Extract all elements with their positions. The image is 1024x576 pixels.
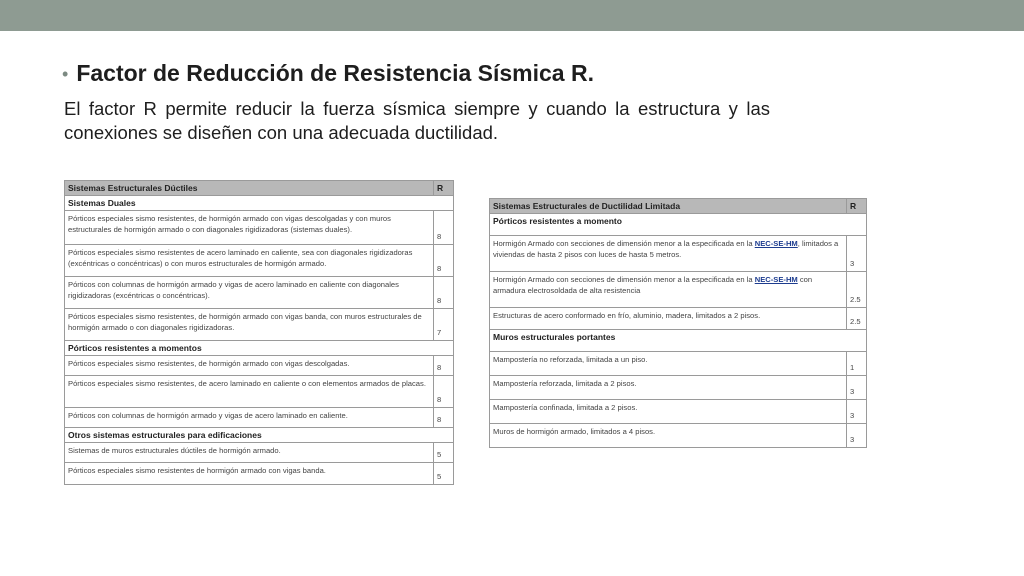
row-description: Pórticos con columnas de hormigón armado y vigas de acero laminado en caliente con diagonales rigidizadoras (excéntricas o concéntricas). [65, 277, 434, 309]
row-r-value: 2.5 [847, 272, 867, 308]
slide-paragraph: El factor R permite reducir la fuerza sísmica siempre y cuando la estructura y las conexiones se diseñen con una adecuada ductilidad. [64, 98, 770, 143]
row-description: Pórticos con columnas de hormigón armado y vigas de acero laminado en caliente. [65, 408, 434, 428]
row-description: Pórticos especiales sismo resistentes, de hormigón armado con vigas descolgadas y con muros estructurales de hormigón armado o con diagonales rigidizadoras (sistemas duales). [65, 211, 434, 245]
row-r-value: 5 [434, 443, 454, 463]
table-header [65, 181, 454, 196]
row-description: Mampostería no reforzada, limitada a un piso. [490, 352, 847, 376]
row-description: Pórticos especiales sismo resistentes de acero laminado en caliente, sea con diagonales rigidizadoras (excéntricas o concéntricas) o con muros estructurales de hormigón armado. [65, 245, 434, 277]
row-r-value: 3 [847, 376, 867, 400]
section-title-row [65, 428, 454, 443]
table-row [490, 400, 867, 424]
nec-se-hm-link[interactable]: NEC-SE-HM [754, 275, 798, 284]
section-title: Pórticos resistentes a momentos [65, 341, 454, 356]
table-row [490, 272, 867, 308]
table-row [65, 376, 454, 408]
row-r-value: 8 [434, 356, 454, 376]
bullet-icon: • [62, 63, 69, 84]
row-r-value: 8 [434, 408, 454, 428]
section-title: Pórticos resistentes a momento [490, 214, 867, 236]
row-r-value: 8 [434, 376, 454, 408]
row-description: Mampostería confinada, limitada a 2 pisos. [490, 400, 847, 424]
table-row [65, 277, 454, 309]
table-row [65, 443, 454, 463]
top-banner [0, 0, 1024, 31]
row-r-value: 8 [434, 245, 454, 277]
row-description: Hormigón Armado con secciones de dimensión menor a la especificada en la NEC-SE-HM con armadura electrosoldada de alta resistencia [490, 272, 847, 308]
table-header [490, 199, 867, 214]
header-r: R [847, 199, 867, 214]
table-row [65, 211, 454, 245]
table-row [490, 308, 867, 330]
table-row [65, 463, 454, 485]
section-title-row [65, 341, 454, 356]
table-row [490, 424, 867, 448]
row-r-value: 8 [434, 277, 454, 309]
limited-ductility-table [489, 198, 867, 448]
table-row [65, 245, 454, 277]
row-r-value: 3 [847, 400, 867, 424]
row-description: Sistemas de muros estructurales dúctiles de hormigón armado. [65, 443, 434, 463]
row-description: Estructuras de acero conformado en frío, aluminio, madera, limitados a 2 pisos. [490, 308, 847, 330]
header-label: Sistemas Estructurales de Ductilidad Limitada [490, 199, 847, 214]
row-description: Pórticos especiales sismo resistentes, de acero laminado en caliente o con elementos armados de placas. [65, 376, 434, 408]
ductile-systems-table [64, 180, 454, 485]
section-title-row [490, 214, 867, 236]
section-title: Sistemas Duales [65, 196, 454, 211]
row-r-value: 7 [434, 309, 454, 341]
section-title: Otros sistemas estructurales para edificaciones [65, 428, 454, 443]
heading-line [62, 60, 594, 87]
table-row [490, 376, 867, 400]
row-description: Hormigón Armado con secciones de dimensión menor a la especificada en la NEC-SE-HM, limitados a viviendas de hasta 2 pisos con luces de hasta 5 metros. [490, 236, 847, 272]
table-row [490, 352, 867, 376]
nec-se-hm-link[interactable]: NEC-SE-HM [754, 239, 798, 248]
table-row [65, 356, 454, 376]
row-r-value: 1 [847, 352, 867, 376]
row-r-value: 8 [434, 211, 454, 245]
header-r: R [434, 181, 454, 196]
row-description: Muros de hormigón armado, limitados a 4 pisos. [490, 424, 847, 448]
table-row [490, 236, 867, 272]
row-r-value: 3 [847, 236, 867, 272]
table-row [65, 309, 454, 341]
row-description: Mampostería reforzada, limitada a 2 pisos. [490, 376, 847, 400]
section-title: Muros estructurales portantes [490, 330, 867, 352]
row-description: Pórticos especiales sismo resistentes de hormigón armado con vigas banda. [65, 463, 434, 485]
row-r-value: 5 [434, 463, 454, 485]
section-title-row [65, 196, 454, 211]
row-r-value: 2.5 [847, 308, 867, 330]
row-description: Pórticos especiales sismo resistentes, de hormigón armado con vigas descolgadas. [65, 356, 434, 376]
row-r-value: 3 [847, 424, 867, 448]
table-row [65, 408, 454, 428]
row-description: Pórticos especiales sismo resistentes, de hormigón armado con vigas banda, con muros estructurales de hormigón armado o con diagonales rigidizadoras. [65, 309, 434, 341]
section-title-row [490, 330, 867, 352]
header-label: Sistemas Estructurales Dúctiles [65, 181, 434, 196]
slide-heading: Factor de Reducción de Resistencia Sísmica R. [76, 60, 594, 86]
